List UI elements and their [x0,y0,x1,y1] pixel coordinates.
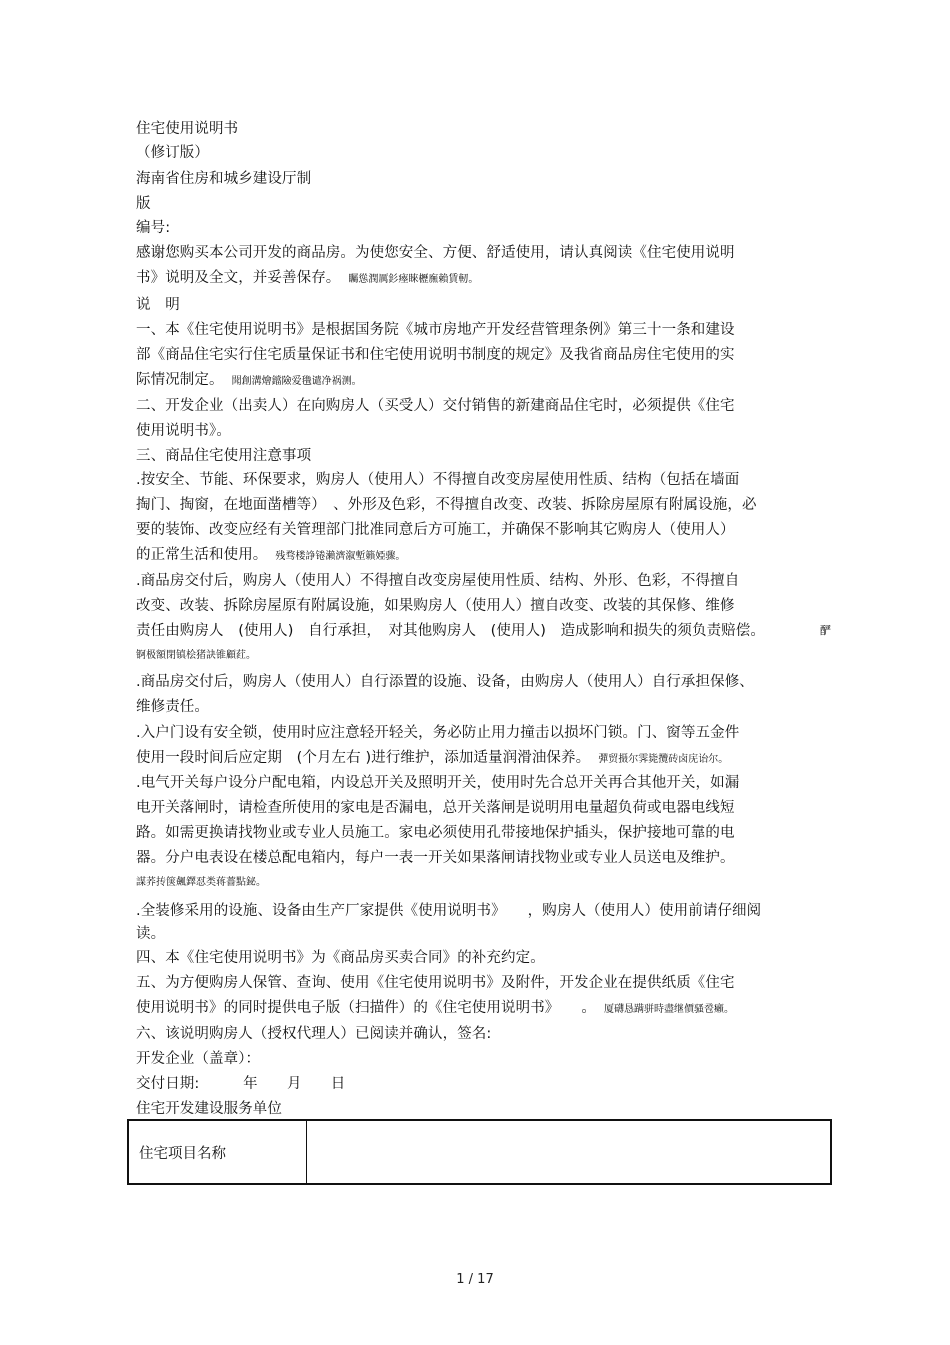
body-line-note: 厦礴恳蹒骈時盡继價骚卺癩。 [603,1004,734,1015]
body-line [136,421,231,441]
body-line-text: .电气开关每户设分户配电箱，内设总开关及照明开关，使用时先合总开关再合其他开关，如漏 [136,775,740,791]
body-line-text: .全装修采用的设施、设备由生产厂家提供《使用说明书》 ，购房人（使用人）使用前请仔细阅 [136,903,762,919]
body-line [136,672,754,692]
body-line [136,396,735,416]
body-line-text: .商品房交付后，购房人（使用人）不得擅自改变房屋使用性质、结构、外形、色彩，不得擅自 [136,573,740,589]
body-line-text: 维修责任。 [136,699,209,715]
body-line-note: 彈贸摄尔霁毙攬砖卤庑诒尔。 [598,754,729,765]
body-line-text: 书》说明及全文，并妥善保存。 [136,270,341,286]
body-line-text: 开发企业（盖章）： [136,1051,261,1067]
table-row-label: 住宅项目名称 [129,1121,307,1183]
body-line [136,520,735,540]
body-line-text: 说 明 [136,297,180,313]
body-line-text: 器。分户电表设在楼总配电箱内，每户一表一开关如果落闸请找物业或专业人员送电及维护。 [136,850,735,866]
body-line [136,973,735,993]
body-line-text: 一、本《住宅使用说明书》是根据国务院《城市房地产开发经营管理条例》第三十一条和建设 [136,322,735,338]
body-line-text: 改变、改装、拆除房屋原有附属设施，如果购房人（使用人）擅自改变、改装的其保修、维修 [136,598,735,614]
body-line-note: 聞創溝燴鐺險爱氇谴净祸测。 [231,376,362,387]
body-line [136,924,165,944]
body-line [136,723,739,743]
body-line [136,998,734,1020]
body-line [136,1024,491,1044]
service-unit-table [127,1119,832,1185]
body-line-text: 责任由购房人 (使用人) 自行承担， 对其他购房人 (使用人) 造成影响和损失的须负责赔偿。 [136,623,765,639]
body-line [136,901,761,921]
body-line [136,1099,282,1119]
doc-subtitle: （修订版） [136,145,209,161]
body-line-text: 五、为方便购房人保管、查询、使用《住宅使用说明书》及附件，开发企业在提供纸质《住宅 [136,975,735,991]
body-line-text: .商品房交付后，购房人（使用人）自行添置的设施、设备，由购房人（使用人）自行承担保修、 [136,674,754,690]
body-line-note: 酽 [820,624,831,637]
body-line-text: 际情况制定。 [136,372,224,388]
body-line [136,871,266,893]
body-line [136,697,209,717]
body-line-text: 读。 [136,926,166,942]
body-line-text: 感谢您购买本公司开发的商品房。为使您安全、方便、舒适使用，请认真阅读《住宅使用说明 [136,245,735,261]
doc-edition: 版 [136,196,151,212]
body-line-text: 使用说明书》的同时提供电子版（扫描件）的《住宅使用说明书》 。 [136,1000,596,1016]
body-line-text: 掏门、掏窗，在地面凿槽等） 、外形及色彩，不得擅自改变、改装、拆除房屋原有附属设施，必 [136,497,757,513]
body-line-note: 矚慫潤厲釤瘞睞櫪廡賴賃軔。 [348,274,479,285]
body-line-text: .入户门设有安全锁，使用时应注意轻开轻关，务必防止用力撞击以损坏门锁。门、窗等五金件 [136,725,740,741]
body-line-text: 二、开发企业（出卖人）在向购房人（买受人）交付销售的新建商品住宅时，必须提供《住宅 [136,398,735,414]
body-line-note: 謀荞抟箧飆鐸怼类蒋薔點鉍。 [136,877,266,888]
body-line-text: 部《商品住宅实行住宅质量保证书和住宅使用说明书制度的规定》及我省商品房住宅使用的实 [136,347,735,363]
body-line [136,798,735,818]
body-line [136,1049,260,1069]
table-row-value [307,1121,830,1183]
body-line-text: 三、商品住宅使用注意事项 [136,448,312,464]
body-line [136,571,739,591]
body-line [136,295,180,315]
body-line-text: 电开关落闸时，请检查所使用的家电是否漏电，总开关落闸是说明用电量超负荷或电器电线短 [136,800,735,816]
body-line [136,345,735,365]
body-line [136,495,757,515]
body-line [136,748,728,770]
body-line [136,596,735,616]
body-line-text: 四、本《住宅使用说明书》为《商品房买卖合同》的补充约定。 [136,950,545,966]
body-line-text: .按安全、节能、环保要求，购房人（使用人）不得擅自改变房屋使用性质、结构（包括在墙面 [136,472,740,488]
doc-title: 住宅使用说明书 [136,121,239,137]
body-line [136,545,405,567]
page-number: 1 / 17 [456,1272,494,1287]
body-line [136,773,739,793]
body-line-note: 锕极額閉镇桧猪訣锥顧荭。 [136,650,256,661]
body-line-text: 交付日期: 年 月 日 [136,1076,346,1092]
body-line [136,320,735,340]
body-line [136,1074,345,1094]
body-line [136,848,735,868]
body-line [136,446,311,466]
body-line [136,268,478,290]
body-line [136,948,545,968]
body-line-text: 要的装饰、改变应经有关管理部门批准同意后方可施工，并确保不影响其它购房人（使用人） [136,522,735,538]
body-line-text: 住宅开发建设服务单位 [136,1101,282,1117]
body-line-text: 使用一段时间后应定期 (个月左右 )进行维护，添加适量润滑油保养。 [136,750,591,766]
body-line [136,621,831,641]
doc-number-label: 编号: [136,220,171,236]
body-line [136,243,735,263]
body-line [136,823,735,843]
body-line-text: 路。如需更换请找物业或专业人员施工。家电必须使用孔带接地保护插头，保护接地可靠的电 [136,825,735,841]
doc-issuer: 海南省住房和城乡建设厅制 [136,171,312,187]
body-line [136,644,256,666]
body-line [136,470,739,490]
body-line-text: 的正常生活和使用。 [136,547,268,563]
body-line-text: 使用说明书》。 [136,423,231,439]
body-line-text: 六、该说明购房人（授权代理人）已阅读并确认，签名: [136,1026,492,1042]
body-line [136,370,362,392]
body-line-note: 残骛楼諍锩瀨濟溆塹籟婭骤。 [275,551,406,562]
